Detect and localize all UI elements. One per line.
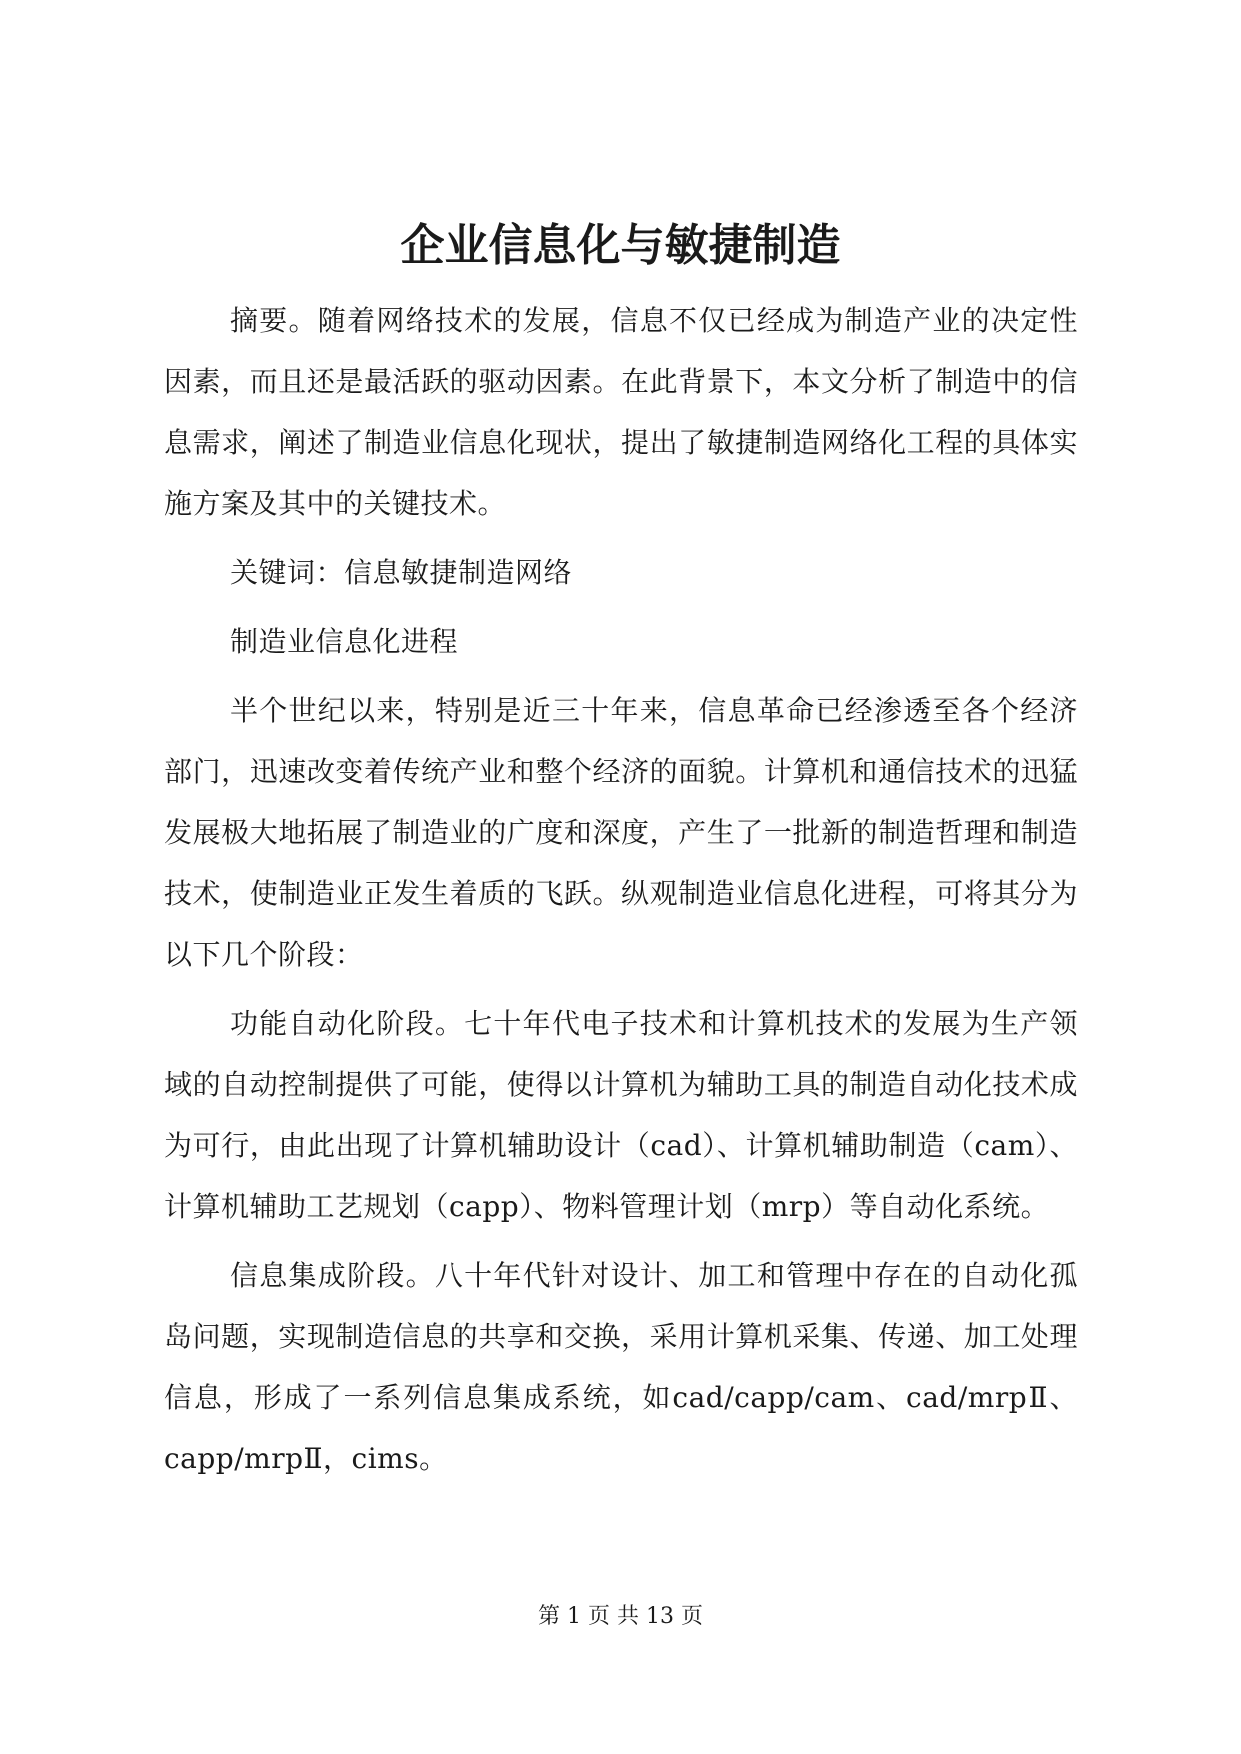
section-heading: 制造业信息化进程 [230,625,459,658]
document-body [164,290,1078,1497]
body-paragraph: 功能自动化阶段。七十年代电子技术和计算机技术的发展为生产领域的自动控制提供了可能，使得以计算机为辅助工具的制造自动化技术成为可行，由此出现了计算机辅助设计（cad）、计算机辅助制造（cam）、计算机辅助工艺规划（capp）、物料管理计划（mrp）等自动化系统。 [164,1007,1078,1223]
document-title: 企业信息化与敏捷制造 [400,220,841,271]
body-paragraph: 信息集成阶段。八十年代针对设计、加工和管理中存在的自动化孤岛问题，实现制造信息的共享和交换，采用计算机采集、传递、加工处理信息，形成了一系列信息集成系统，如cad/capp/cam、cad/mrpⅡ、capp/mrpⅡ，cims。 [164,1259,1078,1475]
keywords-paragraph: 关键词：信息敏捷制造网络 [230,556,573,589]
page-number-footer: 第 1 页 共 13 页 [538,1604,703,1629]
body-paragraph: 半个世纪以来，特别是近三十年来，信息革命已经渗透至各个经济部门，迅速改变着传统产业和整个经济的面貌。计算机和通信技术的迅猛发展极大地拓展了制造业的广度和深度，产生了一批新的制造哲理和制造技术，使制造业正发生着质的飞跃。纵观制造业信息化进程，可将其分为以下几个阶段： [164,694,1078,971]
abstract-paragraph: 摘要。随着网络技术的发展，信息不仅已经成为制造产业的决定性因素，而且还是最活跃的驱动因素。在此背景下，本文分析了制造中的信息需求，阐述了制造业信息化现状，提出了敏捷制造网络化工程的具体实施方案及其中的关键技术。 [164,304,1078,520]
